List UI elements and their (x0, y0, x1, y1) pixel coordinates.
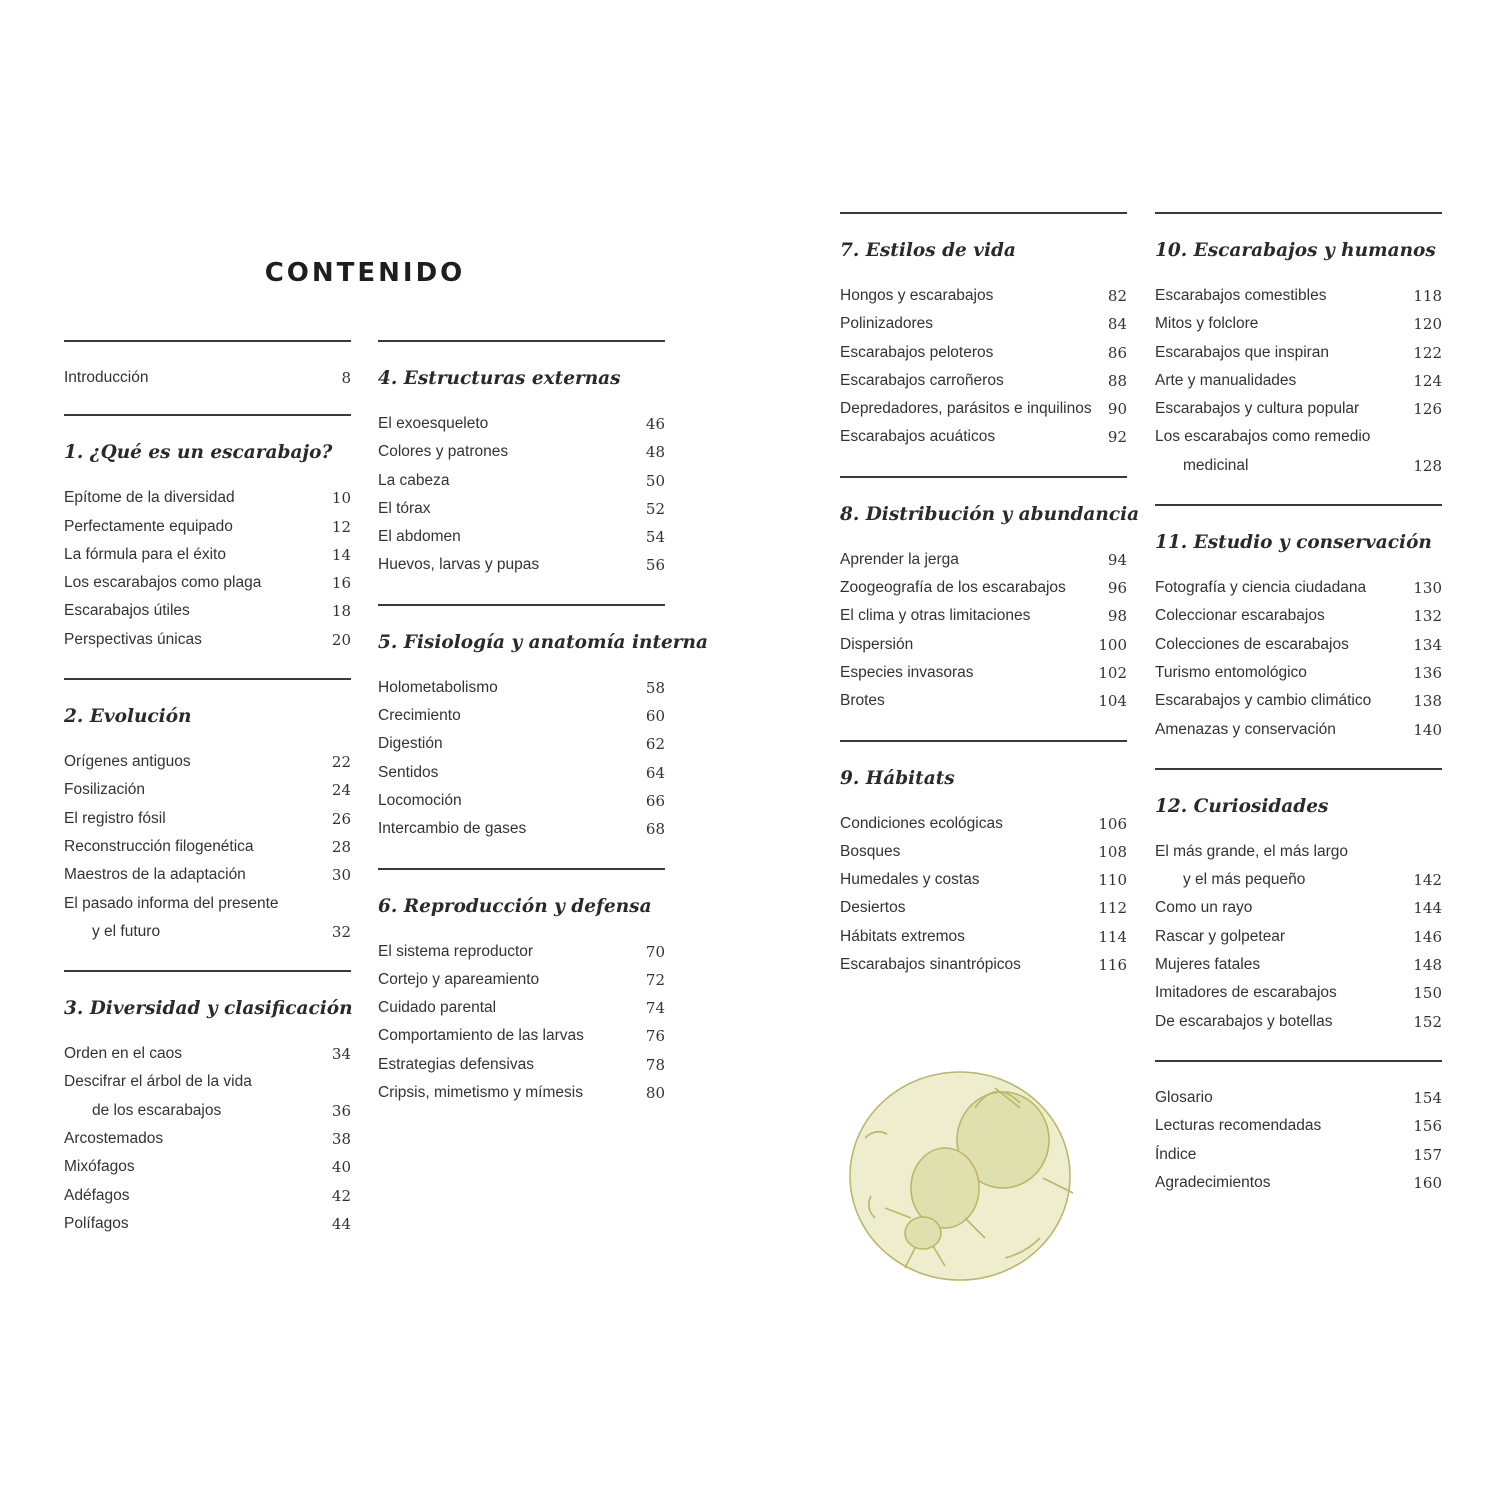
toc-page-number: 152 (1413, 1012, 1442, 1031)
toc-entry[interactable] (64, 1125, 351, 1153)
dung-beetle-illustration-icon (845, 1068, 1085, 1288)
toc-page-number: 86 (1107, 343, 1127, 362)
toc-entry[interactable] (378, 523, 665, 551)
toc-entry-label: Especies invasoras (840, 663, 974, 681)
toc-page-number: 96 (1107, 579, 1127, 598)
toc-entry-label: Cuidado parental (378, 999, 497, 1017)
toc-entry[interactable] (840, 810, 1127, 838)
toc-entry-label: Orden en el caos (64, 1045, 183, 1063)
toc-entry-label: Hongos y escarabajos (840, 287, 994, 304)
toc-entry-label: Coleccionar escarabajos (1155, 607, 1325, 625)
toc-entry-label: Glosario (1155, 1088, 1213, 1106)
toc-entry-label: Aprender la jerga (840, 550, 959, 568)
toc-entry-label: Descifrar el árbol de la vida (64, 1073, 252, 1091)
toc-entry-label: Como un rayo (1155, 899, 1253, 917)
toc-entry-label: Comportamiento de las larvas (378, 1027, 584, 1045)
toc-page-number: 104 (1098, 692, 1127, 711)
toc-page-number: 136 (1413, 663, 1442, 682)
toc-page-number: 80 (645, 1084, 665, 1103)
toc-page-number: 120 (1413, 315, 1442, 334)
toc-entry-label: Escarabajos acuáticos (840, 428, 996, 446)
toc-entry-label: Brotes (840, 692, 885, 710)
toc-page-number: 102 (1098, 663, 1127, 682)
toc-entry-label: Sentidos (378, 763, 439, 781)
toc-entry-label: Hábitats extremos (840, 927, 965, 945)
toc-page-number: 156 (1413, 1117, 1442, 1136)
toc-entry[interactable] (840, 367, 1127, 395)
toc-entry-label: Cortejo y apareamiento (378, 970, 540, 988)
toc-entry-label: Escarabajos peloteros (840, 343, 994, 361)
toc-entry-label: Fotografía y ciencia ciudadana (1155, 579, 1367, 597)
toc-entry-label: Fosilización (64, 781, 145, 799)
toc-entry-label: El exoesqueleto (378, 415, 489, 432)
toc-entry-label: Polinizadores (840, 315, 934, 333)
toc-page-number: 46 (645, 415, 665, 433)
toc-page-number: 116 (1098, 956, 1127, 975)
toc-entry-label: Introducción (64, 369, 149, 386)
toc-entry[interactable] (64, 1210, 351, 1238)
toc-entry[interactable] (378, 815, 665, 843)
toc-entry[interactable] (840, 546, 1127, 574)
toc-entry-label: Escarabajos comestibles (1155, 287, 1327, 304)
section-heading: 7. Estilos de vida (840, 240, 1016, 261)
toc-entry[interactable] (840, 866, 1127, 894)
toc-entry-label: Escarabajos sinantrópicos (840, 956, 1021, 974)
toc-entry[interactable] (1155, 687, 1442, 715)
toc-entry[interactable] (840, 894, 1127, 922)
toc-entry-label: Arcostemados (64, 1130, 164, 1148)
toc-entry-label: Huevos, larvas y pupas (378, 556, 540, 574)
toc-entry[interactable] (378, 730, 665, 758)
section-heading: 6. Reproducción y defensa (378, 895, 652, 917)
toc-page-number: 32 (331, 922, 351, 941)
toc-entry-label: La fórmula para el éxito (64, 545, 226, 563)
toc-section (64, 414, 351, 678)
toc-entry-label: Amenazas y conservación (1155, 720, 1336, 738)
toc-entry[interactable] (64, 1040, 351, 1068)
toc-page-number: 38 (331, 1130, 351, 1149)
toc-page-number: 94 (1107, 550, 1127, 569)
toc-page-number: 144 (1413, 899, 1442, 918)
section-heading: 12. Curiosidades (1155, 795, 1329, 817)
toc-page-number: 74 (645, 999, 665, 1018)
toc-entry[interactable] (1155, 574, 1442, 602)
toc-entry-label: Los escarabajos como remedio (1155, 428, 1371, 446)
toc-entry-label-continued: y el futuro (92, 922, 161, 940)
toc-page-number: 26 (331, 809, 351, 828)
toc-page-number: 82 (1107, 287, 1127, 305)
toc-entry[interactable] (64, 748, 351, 776)
toc-section (378, 604, 708, 868)
toc-entry-label: Arte y manualidades (1155, 371, 1297, 389)
toc-entry-label: Crecimiento (378, 707, 461, 725)
toc-page-number: 22 (331, 753, 351, 772)
toc-page-number: 72 (645, 970, 665, 989)
toc-entry-label: Mitos y folclore (1155, 315, 1259, 333)
toc-entry[interactable] (64, 861, 351, 889)
toc-entry[interactable] (840, 923, 1127, 951)
toc-page-number: 70 (645, 942, 665, 961)
section-heading: 3. Diversidad y clasificación (64, 998, 353, 1020)
toc-entry-label: Digestión (378, 735, 443, 753)
toc-entry-label-continued: de los escarabajos (92, 1101, 222, 1119)
toc-page-number: 18 (331, 602, 351, 621)
toc-entry[interactable] (840, 395, 1127, 423)
section-heading: 1. ¿Qué es un escarabajo? (64, 442, 333, 464)
section-heading: 9. Hábitats (840, 767, 955, 789)
toc-page-number: 14 (331, 545, 351, 564)
toc-entry-label: Agradecimientos (1155, 1173, 1271, 1191)
toc-page-number: 108 (1098, 842, 1127, 861)
toc-column (840, 212, 1140, 1003)
toc-entry[interactable] (1155, 838, 1442, 895)
toc-entry[interactable] (1155, 894, 1442, 922)
toc-page-number: 132 (1413, 607, 1442, 626)
toc-entry-label: Bosques (840, 842, 901, 860)
toc-entry-label: Turismo entomológico (1155, 663, 1307, 681)
toc-entry[interactable] (378, 966, 665, 994)
toc-entry[interactable] (64, 805, 351, 833)
toc-entry-label: Intercambio de gases (378, 820, 527, 838)
toc-entry[interactable] (840, 310, 1127, 338)
toc-page-number: 48 (645, 443, 665, 462)
toc-page-number: 58 (645, 678, 665, 697)
toc-entry[interactable] (1155, 1112, 1442, 1140)
toc-page-number: 8 (341, 369, 351, 387)
toc-entry[interactable] (378, 410, 665, 438)
toc-entry-label: Epítome de la diversidad (64, 489, 235, 507)
toc-page-number: 30 (331, 866, 351, 885)
toc-entry[interactable] (378, 674, 665, 702)
toc-entry-label-continued: medicinal (1183, 456, 1249, 474)
toc-page-number: 20 (331, 630, 351, 649)
toc-entry-label: Escarabajos que inspiran (1155, 343, 1330, 361)
toc-column (1155, 212, 1442, 1219)
toc-entry-label: Reconstrucción filogenética (64, 837, 254, 855)
toc-section (64, 970, 351, 1262)
toc-section (840, 212, 1127, 476)
toc-page-number: 138 (1413, 692, 1442, 711)
toc-entry[interactable] (1155, 1169, 1442, 1197)
toc-entry[interactable] (840, 602, 1127, 630)
toc-entry[interactable] (64, 1153, 351, 1181)
toc-entry[interactable] (1155, 979, 1442, 1007)
toc-entry-label: Colecciones de escarabajos (1155, 635, 1349, 653)
toc-entry-label: Mujeres fatales (1155, 956, 1261, 974)
toc-page-number: 98 (1107, 607, 1127, 626)
toc-entry[interactable] (1155, 1141, 1442, 1169)
toc-page-number: 36 (331, 1101, 351, 1120)
toc-entry[interactable] (1155, 631, 1442, 659)
toc-page-number: 68 (645, 820, 665, 839)
toc-page-number: 134 (1413, 635, 1442, 654)
toc-entry[interactable] (64, 364, 351, 392)
toc-entry-label: Escarabajos útiles (64, 602, 190, 620)
toc-entry[interactable] (1155, 339, 1442, 367)
toc-entry-label: De escarabajos y botellas (1155, 1012, 1333, 1030)
toc-entry[interactable] (1155, 1008, 1442, 1036)
toc-entry[interactable] (840, 631, 1127, 659)
toc-entry-label: El registro fósil (64, 809, 166, 827)
toc-entry[interactable] (840, 282, 1127, 310)
toc-entry[interactable] (1155, 423, 1442, 480)
toc-entry-label: Cripsis, mimetismo y mímesis (378, 1084, 583, 1102)
toc-entry[interactable] (64, 776, 351, 804)
toc-entry[interactable] (840, 951, 1127, 979)
toc-entry[interactable] (64, 597, 351, 625)
toc-section (1155, 768, 1442, 1060)
toc-entry-label: Adéfagos (64, 1186, 130, 1204)
toc-entry[interactable] (378, 787, 665, 815)
toc-page-number: 106 (1098, 814, 1127, 833)
toc-entry[interactable] (840, 574, 1127, 602)
toc-page-number: 148 (1413, 956, 1442, 975)
toc-entry[interactable] (1155, 1084, 1442, 1112)
toc-page-number: 52 (645, 499, 665, 518)
toc-entry[interactable] (64, 484, 351, 512)
toc-entry[interactable] (64, 1182, 351, 1210)
toc-entry[interactable] (378, 1051, 665, 1079)
toc-entry-label: Lecturas recomendadas (1155, 1117, 1322, 1135)
toc-entry-label: Desiertos (840, 899, 906, 917)
section-heading: 5. Fisiología y anatomía interna (378, 631, 708, 653)
toc-page-number: 34 (331, 1045, 351, 1064)
toc-page-number: 54 (645, 528, 665, 547)
section-heading: 11. Estudio y conservación (1155, 532, 1432, 554)
toc-entry-label: El pasado informa del presente (64, 894, 279, 912)
toc-section (1155, 504, 1442, 768)
toc-entry[interactable] (64, 1068, 351, 1125)
toc-entry-label-continued: y el más pequeño (1183, 871, 1306, 889)
toc-page-number: 88 (1107, 371, 1127, 390)
toc-section (840, 740, 1127, 1004)
toc-page-number: 114 (1098, 927, 1127, 946)
toc-page-number: 42 (331, 1186, 351, 1205)
section-heading: 4. Estructuras externas (378, 368, 621, 389)
toc-entry[interactable] (840, 423, 1127, 451)
toc-entry-label: Orígenes antiguos (64, 753, 191, 771)
toc-page-number: 146 (1413, 927, 1442, 946)
toc-entry-label: Zoogeografía de los escarabajos (840, 579, 1066, 597)
toc-section (64, 678, 351, 970)
toc-entry-label: Colores y patrones (378, 443, 509, 461)
toc-page-number: 28 (331, 837, 351, 856)
toc-entry-label: Condiciones ecológicas (840, 814, 1003, 832)
toc-entry-label: Locomoción (378, 791, 462, 809)
toc-entry[interactable] (1155, 602, 1442, 630)
toc-page-number: 50 (645, 471, 665, 490)
section-heading: 10. Escarabajos y humanos (1155, 240, 1436, 261)
toc-page-number: 100 (1098, 635, 1127, 654)
toc-entry[interactable] (64, 833, 351, 861)
toc-entry[interactable] (1155, 310, 1442, 338)
toc-page-number: 130 (1413, 579, 1442, 598)
toc-entry-label: El sistema reproductor (378, 942, 534, 960)
toc-entry[interactable] (1155, 923, 1442, 951)
toc-entry[interactable] (378, 551, 665, 579)
toc-entry-label: El clima y otras limitaciones (840, 607, 1031, 625)
toc-page-number: 10 (331, 489, 351, 508)
toc-page-number: 24 (331, 781, 351, 800)
toc-page-number: 84 (1107, 315, 1127, 334)
toc-page-number: 126 (1413, 400, 1442, 419)
toc-page-number: 66 (645, 791, 665, 810)
toc-section (1155, 212, 1442, 504)
toc-entry-label: Perspectivas únicas (64, 630, 202, 648)
toc-entry[interactable] (378, 1079, 665, 1107)
toc-entry-label: El tórax (378, 499, 431, 517)
toc-entry[interactable] (378, 1022, 665, 1050)
toc-page-number: 64 (645, 763, 665, 782)
toc-entry-label: El abdomen (378, 528, 461, 546)
toc-page-number: 62 (645, 735, 665, 754)
toc-entry[interactable] (64, 541, 351, 569)
toc-entry[interactable] (378, 495, 665, 523)
toc-page-number: 142 (1413, 871, 1442, 890)
toc-entry[interactable] (64, 569, 351, 597)
toc-section (840, 476, 1140, 740)
toc-page-number: 118 (1413, 287, 1442, 305)
toc-page-number: 60 (645, 707, 665, 726)
toc-entry[interactable] (1155, 716, 1442, 744)
toc-entry-label: Polífagos (64, 1214, 129, 1232)
toc-page-number: 122 (1413, 343, 1442, 362)
toc-page-number: 76 (645, 1027, 665, 1046)
toc-entry[interactable] (840, 687, 1127, 715)
toc-entry[interactable] (1155, 395, 1442, 423)
toc-page-number: 92 (1107, 428, 1127, 447)
toc-entry[interactable] (840, 339, 1127, 367)
toc-page-number: 150 (1413, 984, 1442, 1003)
toc-entry-label: Rascar y golpetear (1155, 927, 1286, 945)
toc-entry-label: Escarabajos carroñeros (840, 371, 1004, 389)
toc-entry[interactable] (840, 838, 1127, 866)
toc-page-number: 160 (1413, 1173, 1442, 1192)
toc-entry-label: Humedales y costas (840, 871, 980, 889)
toc-entry-label: Escarabajos y cultura popular (1155, 400, 1360, 418)
section-heading: 8. Distribución y abundancia (840, 503, 1140, 525)
toc-entry[interactable] (1155, 659, 1442, 687)
toc-page-number: 154 (1413, 1088, 1442, 1107)
toc-entry[interactable] (64, 626, 351, 654)
toc-entry[interactable] (64, 513, 351, 541)
toc-page-number: 44 (331, 1214, 351, 1233)
toc-entry-label: Depredadores, parásitos e inquilinos (840, 400, 1092, 418)
toc-entry-label: Imitadores de escarabajos (1155, 984, 1337, 1002)
toc-entry-label: Índice (1155, 1145, 1197, 1163)
toc-entry-label: Estrategias defensivas (378, 1055, 534, 1073)
toc-section (378, 340, 665, 604)
toc-entry-label: El más grande, el más largo (1155, 842, 1348, 860)
toc-entry-label: Dispersión (840, 635, 914, 653)
toc-entry[interactable] (378, 438, 665, 466)
toc-entry[interactable] (1155, 282, 1442, 310)
toc-entry-label: Perfectamente equipado (64, 517, 233, 535)
toc-entry[interactable] (378, 938, 665, 966)
page-title: CONTENIDO (264, 258, 466, 288)
toc-page-number: 112 (1098, 899, 1127, 918)
toc-entry-label: Mixófagos (64, 1158, 135, 1176)
toc-page-number: 40 (331, 1158, 351, 1177)
toc-entry[interactable] (378, 994, 665, 1022)
toc-page-number: 128 (1413, 456, 1442, 475)
toc-column (378, 340, 708, 1131)
toc-page-number: 12 (331, 517, 351, 536)
toc-section (1155, 1060, 1442, 1219)
toc-page-number: 16 (331, 574, 351, 593)
toc-entry-label: La cabeza (378, 471, 450, 489)
toc-page-number: 110 (1098, 871, 1127, 890)
toc-entry[interactable] (1155, 951, 1442, 979)
toc-entry-label: Holometabolismo (378, 678, 498, 696)
toc-entry-label: Escarabajos y cambio climático (1155, 692, 1372, 710)
toc-page-number: 140 (1413, 720, 1442, 739)
toc-entry[interactable] (378, 702, 665, 730)
toc-page-number: 90 (1107, 400, 1127, 419)
section-heading: 2. Evolución (64, 706, 192, 728)
toc-entry[interactable] (64, 890, 351, 947)
toc-entry-label: Los escarabajos como plaga (64, 574, 262, 592)
toc-page-number: 78 (645, 1055, 665, 1074)
toc-section (378, 868, 665, 1132)
toc-entry-label: Maestros de la adaptación (64, 866, 246, 884)
toc-column (64, 340, 351, 1262)
toc-entry[interactable] (840, 659, 1127, 687)
toc-entry[interactable] (378, 759, 665, 787)
toc-page-number: 157 (1413, 1145, 1442, 1164)
toc-page-number: 124 (1413, 371, 1442, 390)
toc-entry[interactable] (378, 467, 665, 495)
toc-section (64, 340, 351, 414)
toc-entry[interactable] (1155, 367, 1442, 395)
toc-page-number: 56 (645, 556, 665, 575)
